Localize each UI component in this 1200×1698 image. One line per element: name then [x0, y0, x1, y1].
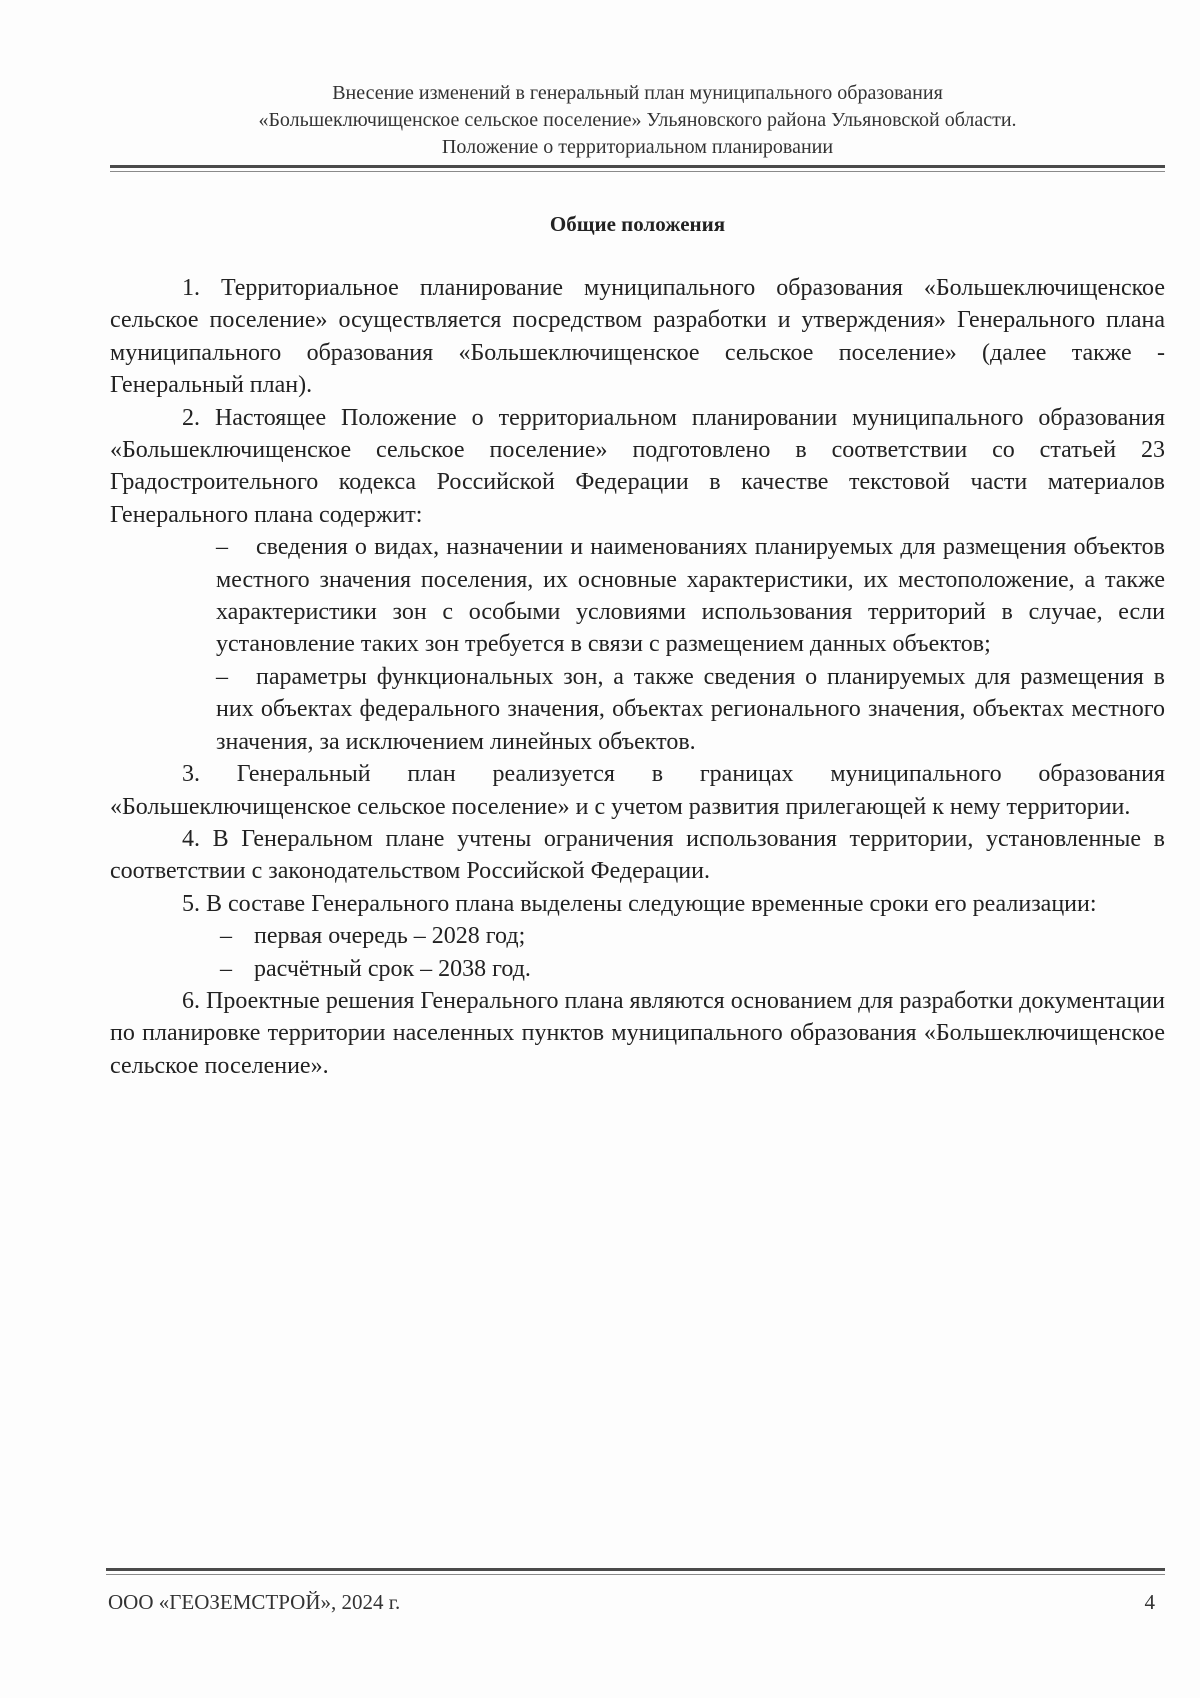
dash-marker: –: [220, 923, 232, 950]
paragraph-2: 2. Настоящее Положение о территориальном планировании муниципального образования «Большеключищенское сельское поселение» подготовлено в соответствии со статьей 23 Градостроительного кодекса Российской Федерации в качестве текстовой части материалов Генерального плана содержит:: [110, 404, 1165, 528]
document-body: [110, 272, 1165, 1082]
list-item-text: первая очередь – 2028 год;: [254, 923, 526, 950]
header-divider: [110, 165, 1165, 168]
header-line-1: Внесение изменений в генеральный план муниципального образования: [332, 82, 943, 104]
paragraph-4: 4. В Генеральном плане учтены ограничения использования территории, установленные в соответствии с законодательством Российской Федерации.: [110, 825, 1165, 885]
paragraph-3: 3. Генеральный план реализуется в границах муниципального образования «Большеключищенское сельское поселение» и с учетом развития прилегающей к нему территории.: [110, 761, 1165, 820]
paragraph-5-list: [110, 920, 1165, 985]
section-title: Общие положения: [549, 212, 726, 236]
header-line-3: Положение о территориальном планировании: [441, 136, 834, 158]
list-item-text: расчётный срок – 2038 год.: [254, 955, 531, 982]
footer-divider: [106, 1568, 1165, 1571]
list-item-text: параметры функциональных зон, а также сведения о планируемых для размещения в них объектах федерального значения, объектах регионального значения, объектах местного значения, за исключением линейных объектов.: [216, 663, 1165, 755]
paragraph-1: 1. Территориальное планирование муниципального образования «Большеключищенское сельское поселение» осуществляется посредством разработки и утверждения» Генерального плана муниципального образования «Большеключищенское сельское поселение» (далее также - Генеральный план).: [110, 275, 1165, 399]
list-item: [110, 661, 1165, 758]
dash-marker: –: [216, 663, 228, 690]
list-item: [110, 953, 1165, 985]
footer-company: ООО «ГЕОЗЕМСТРОЙ», 2024 г.: [108, 1590, 401, 1614]
dash-marker: –: [220, 955, 232, 982]
paragraph-5: 5. В составе Генерального плана выделены следующие временные сроки его реализации:: [182, 890, 1097, 917]
running-header: [110, 80, 1165, 161]
dash-marker: –: [216, 534, 228, 561]
page-number: 4: [1144, 1590, 1155, 1614]
list-item-text: сведения о видах, назначении и наименованиях планируемых для размещения объектов местного значения поселения, их основные характеристики, их местоположение, а также характеристики зон с особыми условиями использования территорий в случае, если установление таких зон требуется в связи с размещением данных объектов;: [216, 534, 1165, 658]
paragraph-6: 6. Проектные решения Генерального плана являются основанием для разработки документации по планировке территории населенных пунктов муниципального образования «Большеключищенское сельское поселение».: [110, 987, 1165, 1079]
header-line-2: «Большеключищенское сельское поселение» Ульяновского района Ульяновской области.: [258, 109, 1017, 131]
list-item: [110, 531, 1165, 661]
list-item: [110, 920, 1165, 952]
paragraph-2-list: [110, 531, 1165, 758]
